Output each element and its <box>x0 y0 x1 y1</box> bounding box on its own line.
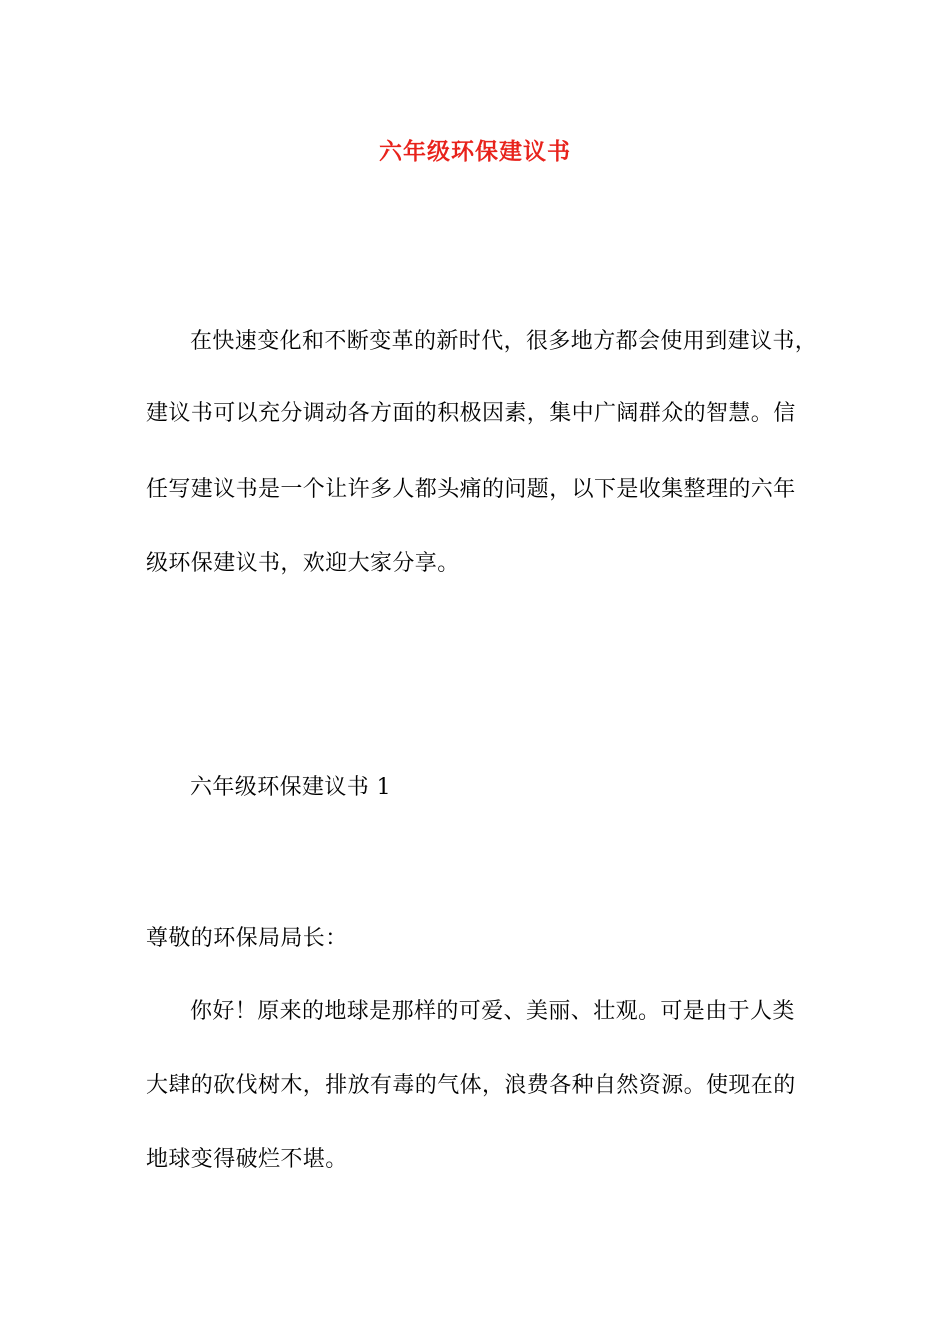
intro-line-2: 建议书可以充分调动各方面的积极因素，集中广阔群众的智慧。信 <box>146 401 796 426</box>
intro-line-1: 在快速变化和不断变革的新时代，很多地方都会使用到建议书， <box>190 329 818 354</box>
intro-line-4: 级环保建议书，欢迎大家分享。 <box>146 551 460 576</box>
body-line-1: 你好！原来的地球是那样的可爱、美丽、壮观。可是由于人类 <box>190 999 795 1024</box>
intro-line-3: 任写建议书是一个让许多人都头痛的问题，以下是收集整理的六年 <box>146 477 796 502</box>
document-title: 六年级环保建议书 <box>379 138 571 165</box>
section-heading: 六年级环保建议书 1 <box>190 775 391 800</box>
salutation: 尊敬的环保局局长： <box>146 926 348 951</box>
body-line-2: 大肆的砍伐树木，排放有毒的气体，浪费各种自然资源。使现在的 <box>146 1073 796 1098</box>
body-line-3: 地球变得破烂不堪。 <box>146 1147 348 1172</box>
